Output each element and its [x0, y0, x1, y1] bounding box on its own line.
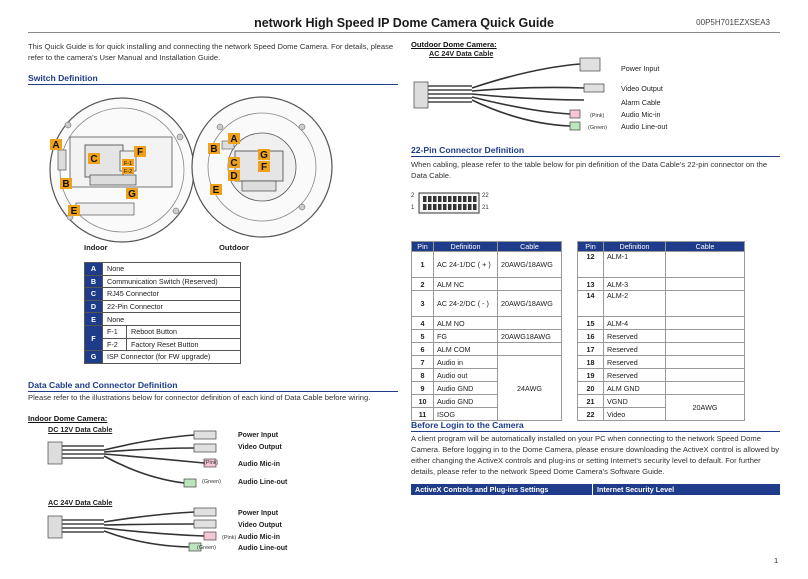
pin-definition: ALM NO — [434, 317, 498, 330]
col-definition: Definition — [604, 242, 666, 252]
ac24-indoor-audio-line: Audio Line-out — [238, 545, 288, 552]
outdoor-label: Outdoor — [219, 243, 249, 252]
ac24-indoor-title: AC 24V Data Cable — [48, 498, 113, 507]
login-text: A client program will be automatically installed on your PC when connecting to the network Speed Dome Camera. Before logging in to the Dome Camera, please ensure downloading the ActiveX control is allowed by either changing the ActiveX controls and plug-ins or setting Internet's security level to default. For further details, please refer to the network Speed Dome Camera's Software Guide. — [411, 434, 780, 476]
switch-desc: Communication Switch (Reserved) — [103, 275, 241, 288]
table-row — [412, 252, 562, 278]
outdoor-tag-b-text: B — [210, 144, 218, 155]
pin-definition: Reserved — [604, 356, 666, 369]
pin-definition: Reserved — [604, 343, 666, 356]
pin-number: 14 — [578, 291, 604, 317]
outdoor-pink-tag: (Pink) — [590, 113, 605, 119]
connector-label-bl: 1 — [411, 205, 415, 211]
indoor-tag-f2 — [122, 167, 134, 175]
table-row — [578, 291, 745, 317]
pin-definition: AC 24-2/DC ( - ) — [434, 291, 498, 317]
outdoor-video-output: Video Output — [621, 84, 663, 93]
pin-definition: Audio GND — [434, 395, 498, 408]
table-row — [85, 275, 241, 288]
col-cable: Cable — [666, 242, 745, 252]
pin-definition: ALM COM — [434, 343, 498, 356]
table-row — [85, 300, 241, 313]
pin-cable — [498, 278, 562, 291]
pin-definition-text: When cabling, please refer to the table below for pin definition of the Data Cable's 22-pin connector on the Data Cable. — [411, 160, 768, 180]
indoor-label: Indoor — [84, 243, 108, 252]
switch-desc: Reboot Button — [127, 325, 241, 338]
indoor-tag-f1 — [122, 159, 134, 167]
switch-sub: F-2 — [103, 338, 127, 351]
pin-cable — [666, 343, 745, 356]
switch-definition-heading: Switch Definition — [28, 73, 398, 85]
dc12-pink-tag: (Pink) — [204, 460, 219, 466]
pin-cable-merged: 24AWG — [498, 356, 562, 421]
cable-definition-heading: Data Cable and Connector Definition — [28, 380, 398, 392]
outdoor-tag-e-text: E — [212, 185, 220, 196]
pin-number: 22 — [578, 408, 604, 421]
pin-number: 1 — [412, 252, 434, 278]
pin-number: 20 — [578, 382, 604, 395]
pin-definition-heading: 22-Pin Connector Definition — [411, 145, 780, 157]
outdoor-power-input: Power Input — [621, 64, 660, 73]
page-number: 1 — [774, 556, 779, 565]
pin-cable-merged: 20AWG — [666, 395, 745, 421]
col-cable: Cable — [498, 242, 562, 252]
table-row — [412, 330, 562, 343]
indoor-tag-f2-text: F-2 — [123, 169, 133, 175]
switch-key: A — [85, 263, 103, 276]
pin-definition: Reserved — [604, 369, 666, 382]
table-row — [412, 317, 562, 330]
table-row — [85, 351, 241, 364]
outdoor-dome-title: Outdoor Dome Camera: — [411, 40, 497, 49]
indoor-tag-a-text: A — [52, 140, 60, 151]
ac24-indoor-pink-tag: (Pink) — [222, 535, 237, 541]
indoor-tag-c-text: C — [90, 154, 98, 165]
pin-definition: ALM-4 — [604, 317, 666, 330]
indoor-tag-a — [50, 139, 62, 151]
col-pin: Pin — [412, 242, 434, 252]
indoor-tag-c — [88, 153, 100, 165]
col-definition: Definition — [434, 242, 498, 252]
pin-number: 11 — [412, 408, 434, 421]
pin-number: 3 — [412, 291, 434, 317]
intro-text: This Quick Guide is for quick installing and connecting the network Speed Dome Camera. For details, please refer to the camera's User Manual and Installation Guide. — [28, 42, 394, 62]
pin-number: 18 — [578, 356, 604, 369]
pin-cable — [666, 356, 745, 369]
outdoor-tag-d-text: D — [230, 171, 238, 182]
pin-number: 2 — [412, 278, 434, 291]
outdoor-cable-drawing — [412, 56, 622, 136]
col-security-level: Internet Security Level — [597, 485, 675, 494]
pin-number: 13 — [578, 278, 604, 291]
header-divider — [28, 32, 780, 33]
pin-cable — [666, 278, 745, 291]
dc12-video-output: Video Output — [238, 444, 282, 451]
pin-number: 19 — [578, 369, 604, 382]
pin-table-left — [411, 241, 562, 421]
ac24-indoor-green-tag: (Green) — [197, 545, 216, 551]
ac24-indoor-power-input: Power Input — [238, 510, 279, 517]
document-id: 00P5H701EZXSEA3 — [696, 18, 770, 27]
pin-definition: Audio in — [434, 356, 498, 369]
table-row — [578, 278, 745, 291]
settings-table-header — [411, 484, 780, 495]
dc12-audio-mic: Audio Mic-in — [238, 461, 280, 468]
pin-number: 8 — [412, 369, 434, 382]
pin-definition: ISOG — [434, 408, 498, 421]
switch-key: D — [85, 300, 103, 313]
pin-definition: VGND — [604, 395, 666, 408]
outdoor-tag-b — [208, 143, 220, 155]
outdoor-tag-c — [228, 157, 240, 169]
switch-key: F — [85, 325, 103, 350]
col-pin: Pin — [578, 242, 604, 252]
table-row — [578, 343, 745, 356]
table-row — [578, 382, 745, 395]
pin-number: 15 — [578, 317, 604, 330]
pin-number: 5 — [412, 330, 434, 343]
outdoor-ac24-title: AC 24V Data Cable — [429, 49, 494, 58]
table-row — [412, 343, 562, 356]
table-header-row — [412, 242, 562, 252]
pin-definition: AC 24-1/DC ( + ) — [434, 252, 498, 278]
pin-cable: 20AWG/18AWG — [498, 252, 562, 278]
switch-desc: ISP Connector (for FW upgrade) — [103, 351, 241, 364]
dc12-audio-line: Audio Line-out — [238, 479, 288, 486]
table-row — [85, 313, 241, 326]
switch-key: B — [85, 275, 103, 288]
outdoor-audio-mic: Audio Mic-in — [621, 110, 661, 119]
pin-cable — [666, 330, 745, 343]
22-pin-connector-drawing — [418, 190, 480, 216]
pin-definition: Audio GND — [434, 382, 498, 395]
outdoor-tag-g-text: G — [260, 150, 268, 161]
table-row — [85, 325, 241, 338]
outdoor-tag-d — [228, 170, 240, 182]
pin-number: 21 — [578, 395, 604, 408]
switch-key: C — [85, 288, 103, 301]
indoor-tag-b — [60, 178, 72, 190]
pin-definition: ALM NC — [434, 278, 498, 291]
col-activex-settings: ActiveX Controls and Plug-ins Settings — [411, 484, 593, 495]
outdoor-tag-a — [228, 133, 240, 145]
table-row — [85, 288, 241, 301]
switch-sub: F-1 — [103, 325, 127, 338]
outdoor-tag-e — [210, 184, 222, 196]
table-row — [578, 330, 745, 343]
outdoor-green-tag: (Green) — [588, 125, 607, 131]
pin-cable — [498, 317, 562, 330]
ac24-indoor-audio-mic: Audio Mic-in — [238, 534, 280, 541]
indoor-dome-title: Indoor Dome Camera: — [28, 414, 108, 423]
login-heading: Before Login to the Camera — [411, 420, 780, 432]
pin-definition: ALM-1 — [604, 252, 666, 278]
pin-definition: ALM-2 — [604, 291, 666, 317]
table-row — [578, 369, 745, 382]
outdoor-tag-g — [258, 149, 270, 161]
switch-key: G — [85, 351, 103, 364]
pin-number: 4 — [412, 317, 434, 330]
table-row — [85, 263, 241, 276]
pin-number: 16 — [578, 330, 604, 343]
dc12-cable-title: DC 12V Data Cable — [48, 425, 113, 434]
pin-number: 7 — [412, 356, 434, 369]
table-row — [578, 252, 745, 278]
indoor-tag-f1-text: F-1 — [123, 161, 133, 167]
indoor-tag-f-text: F — [136, 147, 144, 158]
pin-number: 17 — [578, 343, 604, 356]
table-row — [412, 356, 562, 369]
indoor-tag-g — [126, 188, 138, 200]
indoor-tag-e-text: E — [70, 206, 78, 217]
switch-desc: None — [103, 313, 241, 326]
pin-cable: 20AWG18AWG — [498, 330, 562, 343]
switch-table — [84, 262, 241, 364]
switch-desc: 22-Pin Connector — [103, 300, 241, 313]
switch-desc: Factory Reset Button — [127, 338, 241, 351]
pin-cable — [666, 291, 745, 317]
pin-cable: 20AWG/18AWG — [498, 291, 562, 317]
dome-diagram — [30, 95, 390, 245]
indoor-tag-e — [68, 205, 80, 217]
indoor-tag-b-text: B — [62, 179, 70, 190]
pin-cable — [498, 343, 562, 356]
pin-cable — [666, 382, 745, 395]
pin-number: 12 — [578, 252, 604, 278]
switch-key: E — [85, 313, 103, 326]
table-row — [412, 291, 562, 317]
switch-desc: RJ45 Connector — [103, 288, 241, 301]
dc12-green-tag: (Green) — [202, 479, 221, 485]
table-row — [85, 338, 241, 351]
outdoor-tag-a-text: A — [230, 134, 238, 145]
outdoor-alarm-cable: Alarm Cable — [621, 98, 661, 107]
table-header-row — [578, 242, 745, 252]
page-title: network High Speed IP Dome Camera Quick Guide — [254, 16, 554, 30]
pin-definition: Video — [604, 408, 666, 421]
cable-definition-text: Please refer to the illustrations below for connector definition of each kind of Data Cable before wiring. — [28, 393, 371, 402]
ac24-indoor-video-output: Video Output — [238, 522, 282, 529]
switch-desc: None — [103, 263, 241, 276]
pin-cable — [666, 252, 745, 278]
connector-label-tr: 22 — [482, 193, 489, 199]
dc12-power-input: Power Input — [238, 432, 279, 439]
pin-number: 10 — [412, 395, 434, 408]
outdoor-tag-c-text: C — [230, 158, 238, 169]
pin-cable — [666, 369, 745, 382]
table-row — [578, 356, 745, 369]
table-row — [578, 317, 745, 330]
pin-cable — [666, 317, 745, 330]
table-row — [578, 395, 745, 408]
indoor-tag-f — [134, 146, 146, 158]
connector-label-br: 21 — [482, 205, 489, 211]
pin-definition: ALM GND — [604, 382, 666, 395]
outdoor-tag-f — [258, 161, 270, 173]
connector-label-tl: 2 — [411, 193, 415, 199]
pin-table-right — [577, 241, 745, 421]
pin-definition: FG — [434, 330, 498, 343]
pin-definition: ALM-3 — [604, 278, 666, 291]
outdoor-tag-f-text: F — [260, 162, 268, 173]
pin-number: 6 — [412, 343, 434, 356]
pin-definition: Audio out — [434, 369, 498, 382]
indoor-tag-g-text: G — [128, 189, 136, 200]
pin-number: 9 — [412, 382, 434, 395]
pin-definition: Reserved — [604, 330, 666, 343]
outdoor-audio-line: Audio Line-out — [621, 122, 668, 131]
table-row — [412, 278, 562, 291]
